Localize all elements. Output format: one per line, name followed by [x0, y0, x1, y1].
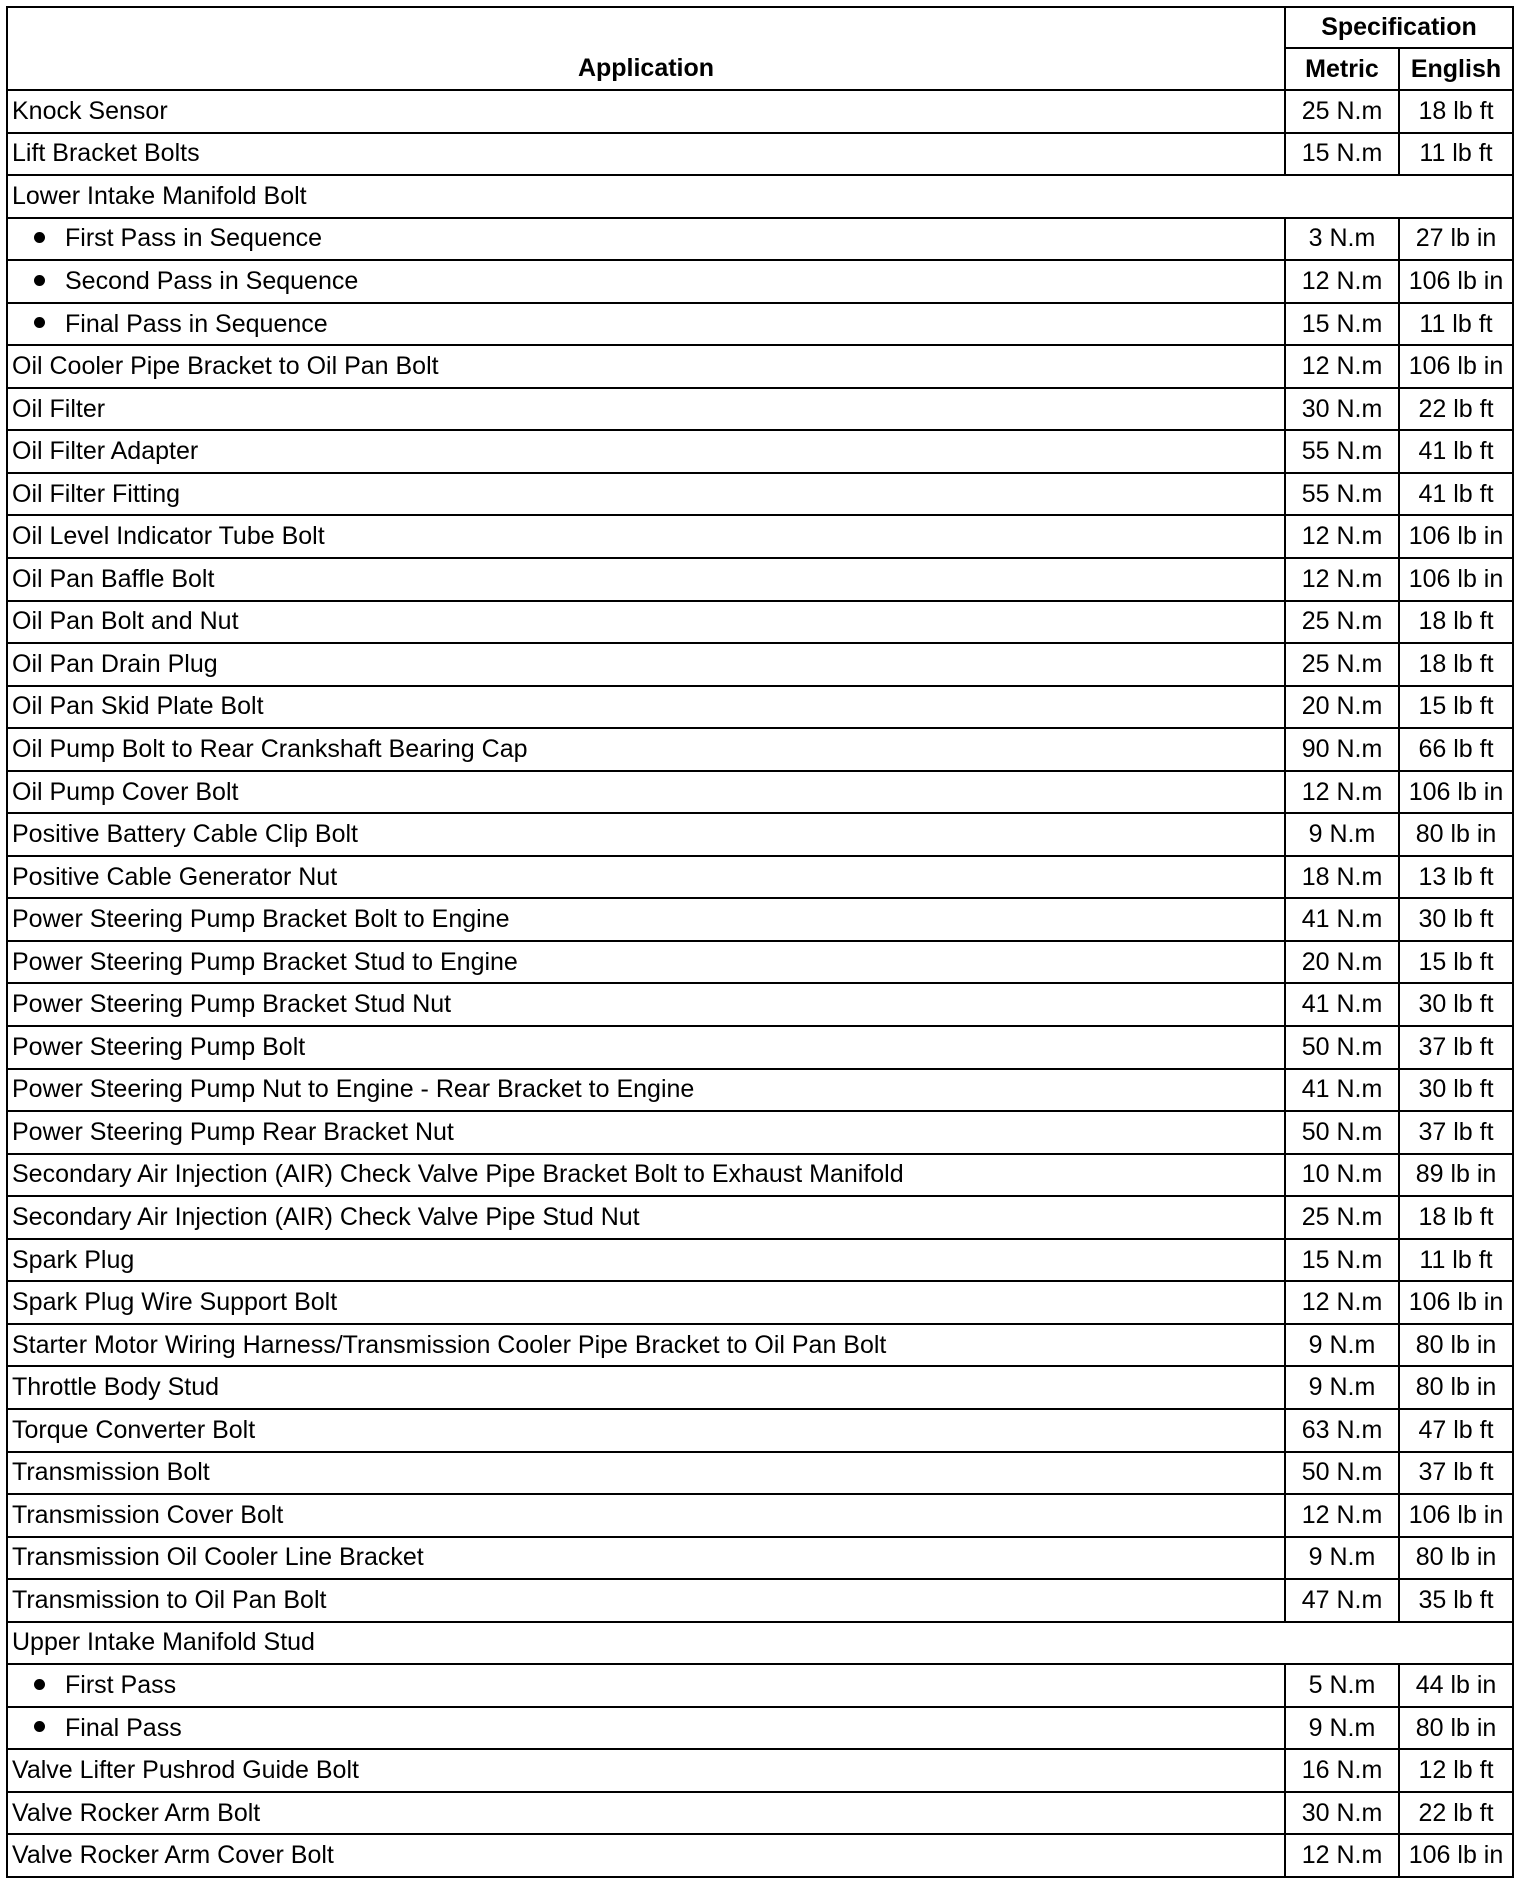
english-value: 11 lb ft: [1399, 133, 1513, 176]
application-label: Oil Pump Cover Bolt: [12, 777, 239, 806]
table-row: [7, 1069, 1513, 1112]
table-row: [7, 1494, 1513, 1537]
table-row: [7, 1749, 1513, 1792]
metric-value: 55 N.m: [1285, 473, 1399, 516]
metric-value: 12 N.m: [1285, 1494, 1399, 1537]
bullet-icon: [34, 1679, 45, 1690]
english-value: 47 lb ft: [1399, 1409, 1513, 1452]
table-row: [7, 1154, 1513, 1197]
metric-value: 25 N.m: [1285, 643, 1399, 686]
english-value: 44 lb in: [1399, 1664, 1513, 1707]
metric-value: 15 N.m: [1285, 1239, 1399, 1282]
application-cell: [7, 601, 1285, 644]
application-label: Throttle Body Stud: [12, 1373, 220, 1402]
application-cell: [7, 898, 1285, 941]
english-value: 37 lb ft: [1399, 1111, 1513, 1154]
english-value: 80 lb in: [1399, 813, 1513, 856]
english-value: 106 lb in: [1399, 771, 1513, 814]
application-cell: [7, 1537, 1285, 1580]
table-row: [7, 1409, 1513, 1452]
table-row: [7, 1707, 1513, 1750]
table-row: [7, 1792, 1513, 1835]
english-value: 35 lb ft: [1399, 1579, 1513, 1622]
table-row: [7, 1196, 1513, 1239]
application-label: Transmission to Oil Pan Bolt: [12, 1585, 327, 1614]
english-value: 37 lb ft: [1399, 1026, 1513, 1069]
metric-value: 47 N.m: [1285, 1579, 1399, 1622]
application-label: Positive Cable Generator Nut: [12, 862, 338, 891]
table-row: [7, 1834, 1513, 1877]
application-cell: [7, 1239, 1285, 1282]
table-row: [7, 1026, 1513, 1069]
english-value: 106 lb in: [1399, 260, 1513, 303]
metric-value: 50 N.m: [1285, 1026, 1399, 1069]
application-cell: [7, 1154, 1285, 1197]
english-value: 106 lb in: [1399, 1494, 1513, 1537]
application-label: Spark Plug Wire Support Bolt: [12, 1288, 338, 1317]
english-value: 30 lb ft: [1399, 983, 1513, 1026]
english-value: 22 lb ft: [1399, 1792, 1513, 1835]
metric-value: 41 N.m: [1285, 898, 1399, 941]
table-row: [7, 1281, 1513, 1324]
table-row: [7, 1111, 1513, 1154]
application-cell: [7, 1026, 1285, 1069]
english-value: 18 lb ft: [1399, 643, 1513, 686]
metric-value: 9 N.m: [1285, 1324, 1399, 1367]
metric-value: 12 N.m: [1285, 1281, 1399, 1324]
bullet-icon: [34, 317, 45, 328]
metric-value: 9 N.m: [1285, 813, 1399, 856]
application-cell: [7, 1281, 1285, 1324]
application-label: Knock Sensor: [12, 96, 168, 125]
application-cell: [7, 771, 1285, 814]
application-cell: [7, 558, 1285, 601]
metric-value: 30 N.m: [1285, 1792, 1399, 1835]
application-cell: [7, 260, 1285, 303]
metric-value: 25 N.m: [1285, 90, 1399, 133]
english-value: 37 lb ft: [1399, 1452, 1513, 1495]
english-value: 22 lb ft: [1399, 388, 1513, 431]
metric-value: 12 N.m: [1285, 771, 1399, 814]
table-row: [7, 983, 1513, 1026]
english-value: 13 lb ft: [1399, 856, 1513, 899]
table-row: [7, 728, 1513, 771]
application-label: Valve Lifter Pushrod Guide Bolt: [12, 1756, 359, 1785]
table-row: [7, 898, 1513, 941]
application-cell: [7, 983, 1285, 1026]
bullet-icon: [34, 232, 45, 243]
application-cell: [7, 728, 1285, 771]
application-cell: [7, 430, 1285, 473]
table-row: [7, 345, 1513, 388]
application-cell: [7, 515, 1285, 558]
metric-value: 25 N.m: [1285, 601, 1399, 644]
metric-value: 3 N.m: [1285, 218, 1399, 261]
table-row: [7, 1579, 1513, 1622]
application-cell: [7, 1749, 1285, 1792]
application-label: Power Steering Pump Bracket Stud Nut: [12, 990, 452, 1019]
application-cell: [7, 1452, 1285, 1495]
table-row: [7, 515, 1513, 558]
application-cell: [7, 388, 1285, 431]
table-row: [7, 771, 1513, 814]
application-cell: [7, 1196, 1285, 1239]
table-row: [7, 941, 1513, 984]
table-row: [7, 388, 1513, 431]
application-header: Application: [7, 7, 1285, 90]
english-value: 66 lb ft: [1399, 728, 1513, 771]
application-label: Oil Pan Drain Plug: [12, 649, 218, 678]
group-header-row: [7, 175, 1513, 218]
application-label: Transmission Cover Bolt: [12, 1500, 284, 1529]
table-header: [7, 7, 1513, 90]
application-cell: [7, 345, 1285, 388]
metric-value: 90 N.m: [1285, 728, 1399, 771]
metric-value: 50 N.m: [1285, 1111, 1399, 1154]
application-label: Positive Battery Cable Clip Bolt: [12, 820, 358, 849]
application-label: Oil Filter Adapter: [12, 437, 199, 466]
application-label: Valve Rocker Arm Cover Bolt: [12, 1841, 334, 1870]
metric-value: 12 N.m: [1285, 1834, 1399, 1877]
specification-header: Specification: [1285, 7, 1513, 48]
application-cell: [7, 1494, 1285, 1537]
metric-value: 12 N.m: [1285, 515, 1399, 558]
application-cell: [7, 686, 1285, 729]
english-value: 18 lb ft: [1399, 1196, 1513, 1239]
table-row: [7, 601, 1513, 644]
application-cell: [7, 1664, 1285, 1707]
application-label: Oil Level Indicator Tube Bolt: [12, 522, 325, 551]
application-label: Oil Pan Baffle Bolt: [12, 564, 215, 593]
english-value: 106 lb in: [1399, 515, 1513, 558]
application-cell: [7, 941, 1285, 984]
metric-value: 41 N.m: [1285, 1069, 1399, 1112]
metric-value: 20 N.m: [1285, 686, 1399, 729]
application-cell: [7, 1707, 1285, 1750]
metric-value: 15 N.m: [1285, 303, 1399, 346]
english-value: 80 lb in: [1399, 1707, 1513, 1750]
application-label: Lift Bracket Bolts: [12, 139, 200, 168]
english-value: 41 lb ft: [1399, 473, 1513, 516]
application-cell: [7, 1069, 1285, 1112]
english-value: 80 lb in: [1399, 1366, 1513, 1409]
metric-value: 9 N.m: [1285, 1707, 1399, 1750]
english-header: English: [1399, 48, 1513, 90]
table-row: [7, 686, 1513, 729]
english-value: 27 lb in: [1399, 218, 1513, 261]
metric-value: 15 N.m: [1285, 133, 1399, 176]
application-cell: [7, 90, 1285, 133]
application-cell: [7, 133, 1285, 176]
english-value: 106 lb in: [1399, 1834, 1513, 1877]
group-header-row: [7, 1622, 1513, 1665]
application-label: Torque Converter Bolt: [12, 1415, 256, 1444]
application-cell: [7, 1366, 1285, 1409]
table-row: [7, 133, 1513, 176]
application-cell: [7, 856, 1285, 899]
application-cell: [7, 1792, 1285, 1835]
english-value: 11 lb ft: [1399, 1239, 1513, 1282]
application-cell: [7, 643, 1285, 686]
application-label: Power Steering Pump Bracket Stud to Engine: [12, 947, 518, 976]
application-label: Oil Pan Bolt and Nut: [12, 607, 239, 636]
metric-value: 12 N.m: [1285, 260, 1399, 303]
metric-value: 18 N.m: [1285, 856, 1399, 899]
metric-value: 9 N.m: [1285, 1537, 1399, 1580]
english-value: 15 lb ft: [1399, 941, 1513, 984]
table-row: [7, 218, 1513, 261]
header-row-top: [7, 7, 1513, 48]
english-value: 106 lb in: [1399, 345, 1513, 388]
metric-value: 50 N.m: [1285, 1452, 1399, 1495]
metric-value: 30 N.m: [1285, 388, 1399, 431]
table-row: [7, 1324, 1513, 1367]
application-label: Starter Motor Wiring Harness/Transmission Cooler Pipe Bracket to Oil Pan Bolt: [12, 1330, 887, 1359]
application-label: Final Pass: [65, 1713, 182, 1742]
metric-value: 12 N.m: [1285, 345, 1399, 388]
table-body: [7, 90, 1513, 1877]
table-row: [7, 90, 1513, 133]
metric-value: 12 N.m: [1285, 558, 1399, 601]
application-cell: [7, 1622, 1513, 1665]
table-row: [7, 1239, 1513, 1282]
metric-value: 55 N.m: [1285, 430, 1399, 473]
bullet-icon: [34, 1721, 45, 1732]
table-row: [7, 1366, 1513, 1409]
metric-value: 10 N.m: [1285, 1154, 1399, 1197]
application-label: Transmission Bolt: [12, 1458, 210, 1487]
application-label: Oil Filter Fitting: [12, 479, 181, 508]
application-cell: [7, 1579, 1285, 1622]
table-row: [7, 1537, 1513, 1580]
application-cell: [7, 218, 1285, 261]
application-label: Valve Rocker Arm Bolt: [12, 1798, 261, 1827]
metric-value: 25 N.m: [1285, 1196, 1399, 1239]
table-row: [7, 813, 1513, 856]
application-label: First Pass in Sequence: [65, 224, 323, 253]
application-label: Second Pass in Sequence: [65, 266, 359, 295]
english-value: 11 lb ft: [1399, 303, 1513, 346]
application-cell: [7, 1324, 1285, 1367]
metric-value: 5 N.m: [1285, 1664, 1399, 1707]
metric-value: 63 N.m: [1285, 1409, 1399, 1452]
application-label: Secondary Air Injection (AIR) Check Valve Pipe Stud Nut: [12, 1202, 640, 1231]
english-value: 106 lb in: [1399, 1281, 1513, 1324]
application-cell: [7, 1111, 1285, 1154]
table-row: [7, 1452, 1513, 1495]
english-value: 30 lb ft: [1399, 1069, 1513, 1112]
english-value: 18 lb ft: [1399, 90, 1513, 133]
metric-value: 9 N.m: [1285, 1366, 1399, 1409]
table-row: [7, 430, 1513, 473]
application-label: Oil Pan Skid Plate Bolt: [12, 692, 264, 721]
application-label: Oil Cooler Pipe Bracket to Oil Pan Bolt: [12, 352, 439, 381]
table-row: [7, 856, 1513, 899]
metric-header: Metric: [1285, 48, 1399, 90]
english-value: 18 lb ft: [1399, 601, 1513, 644]
application-label: Spark Plug: [12, 1245, 135, 1274]
metric-value: 41 N.m: [1285, 983, 1399, 1026]
english-value: 80 lb in: [1399, 1537, 1513, 1580]
application-label: Secondary Air Injection (AIR) Check Valve Pipe Bracket Bolt to Exhaust Manifold: [12, 1160, 904, 1189]
table-row: [7, 303, 1513, 346]
torque-spec-table: [6, 6, 1514, 1878]
metric-value: 20 N.m: [1285, 941, 1399, 984]
application-label: Oil Pump Bolt to Rear Crankshaft Bearing Cap: [12, 734, 528, 763]
english-value: 30 lb ft: [1399, 898, 1513, 941]
application-cell: [7, 303, 1285, 346]
application-label: Power Steering Pump Bracket Bolt to Engine: [12, 905, 510, 934]
application-label: Transmission Oil Cooler Line Bracket: [12, 1543, 424, 1572]
application-cell: [7, 813, 1285, 856]
english-value: 106 lb in: [1399, 558, 1513, 601]
application-label: Power Steering Pump Nut to Engine - Rear Bracket to Engine: [12, 1075, 695, 1104]
application-label: Lower Intake Manifold Bolt: [12, 181, 307, 210]
english-value: 15 lb ft: [1399, 686, 1513, 729]
table-row: [7, 1664, 1513, 1707]
application-cell: [7, 1409, 1285, 1452]
english-value: 89 lb in: [1399, 1154, 1513, 1197]
table-row: [7, 473, 1513, 516]
application-label: Final Pass in Sequence: [65, 309, 328, 338]
application-label: Power Steering Pump Bolt: [12, 1032, 306, 1061]
application-label: Power Steering Pump Rear Bracket Nut: [12, 1117, 454, 1146]
application-cell: [7, 175, 1513, 218]
table-row: [7, 558, 1513, 601]
application-label: Oil Filter: [12, 394, 106, 423]
application-label: First Pass: [65, 1671, 177, 1699]
bullet-icon: [34, 275, 45, 286]
application-label: Upper Intake Manifold Stud: [12, 1628, 315, 1657]
table-row: [7, 260, 1513, 303]
english-value: 80 lb in: [1399, 1324, 1513, 1367]
application-cell: [7, 473, 1285, 516]
english-value: 12 lb ft: [1399, 1749, 1513, 1792]
metric-value: 16 N.m: [1285, 1749, 1399, 1792]
table-row: [7, 643, 1513, 686]
english-value: 41 lb ft: [1399, 430, 1513, 473]
application-cell: [7, 1834, 1285, 1877]
